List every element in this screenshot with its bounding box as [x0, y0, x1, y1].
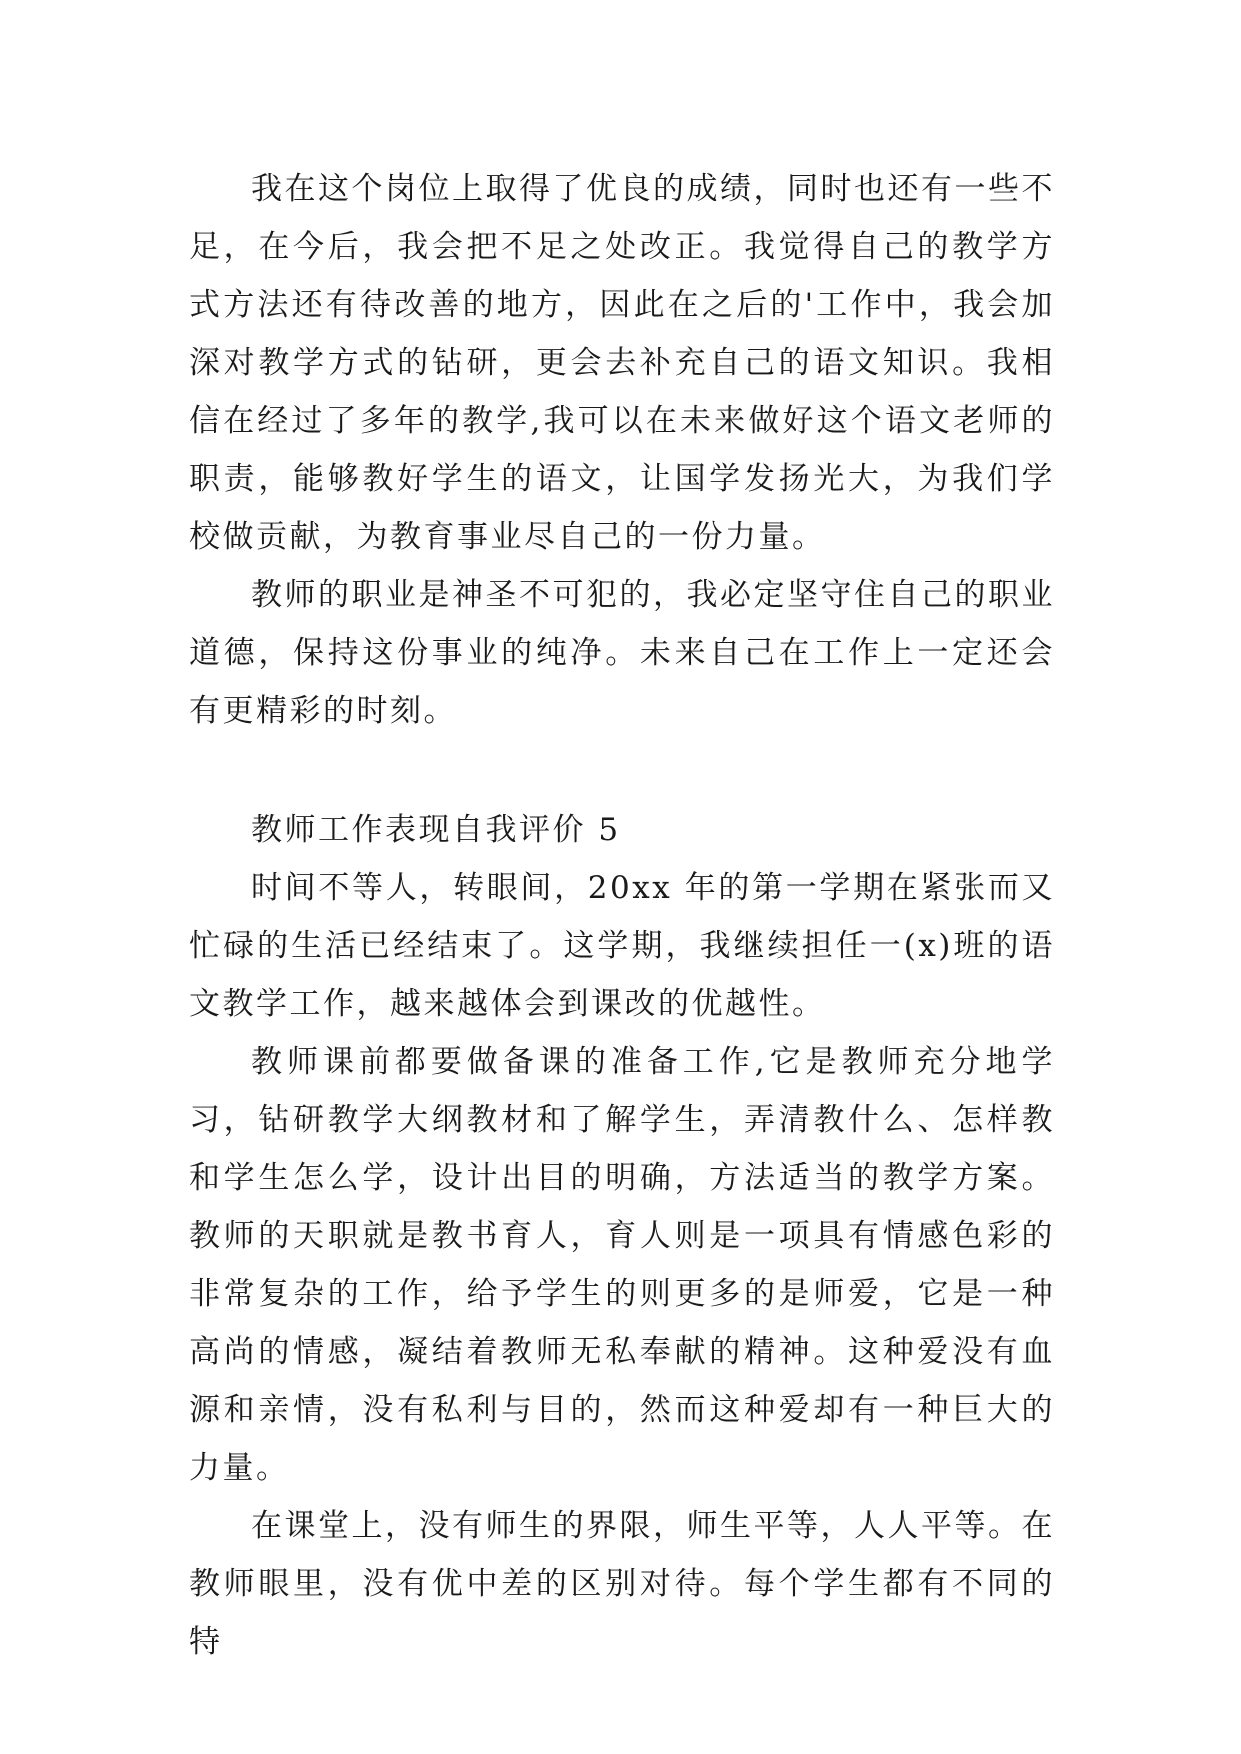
paragraph-teaching-improvement: 我在这个岗位上取得了优良的成绩，同时也还有一些不足，在今后，我会把不足之处改正。我觉得自己的教学方式方法还有待改善的地方，因此在之后的'工作中，我会加深对教学方式的钻研，更会去补充自己的语文知识。我相信在经过了多年的教学,我可以在未来做好这个语文老师的职责，能够教好学生的语文，让国学发扬光大，为我们学校做贡献，为教育事业尽自己的一份力量。 [189, 171, 1055, 555]
paragraph-professional-ethics: 教师的职业是神圣不可犯的，我必定坚守住自己的职业道德，保持这份事业的纯净。未来自己在工作上一定还会有更精彩的时刻。 [189, 577, 1055, 729]
paragraph-classroom-equality: 在课堂上，没有师生的界限，师生平等，人人平等。在教师眼里，没有优中差的区别对待。每个学生都有不同的特 [189, 1508, 1055, 1660]
paragraph-semester-summary: 时间不等人，转眼间，20xx 年的第一学期在紧张而又忙碌的生活已经结束了。这学期，我继续担任一(x)班的语文教学工作，越来越体会到课改的优越性。 [189, 870, 1055, 1022]
paragraph-lesson-preparation: 教师课前都要做备课的准备工作,它是教师充分地学习，钻研教学大纲教材和了解学生，弄清教什么、怎样教和学生怎么学，设计出目的明确，方法适当的教学方案。教师的天职就是教书育人，育人则是一项具有情感色彩的非常复杂的工作，给予学生的则更多的是师爱，它是一种高尚的情感，凝结着教师无私奉献的精神。这种爱没有血源和亲情，没有私利与目的，然而这种爱却有一种巨大的力量。 [189, 1044, 1055, 1486]
section-heading: 教师工作表现自我评价 5 [251, 812, 621, 848]
document-body [189, 160, 1055, 1671]
